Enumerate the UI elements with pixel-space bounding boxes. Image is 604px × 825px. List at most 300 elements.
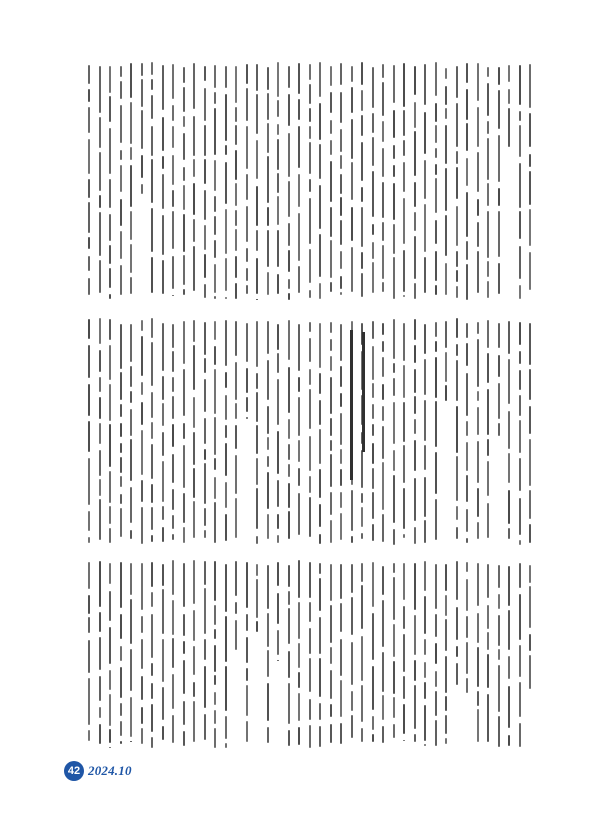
middle-column-script-stroke [109,384,111,421]
middle-column-script-stroke [109,506,111,524]
left-column-script-stroke [361,90,363,111]
middle-column-script-stroke [382,406,384,421]
right-column-script-stroke [382,726,384,743]
left-column-script-stroke [309,64,311,80]
middle-column-script-stroke [267,514,269,539]
left-column-script-stroke [288,181,290,217]
left-column-script-stroke [204,88,206,121]
left-column-script-stroke [487,183,489,206]
middle-column-script-stroke [519,458,521,491]
right-column-script-stroke [88,640,90,673]
left-column-script-stroke [456,206,458,246]
left-column-script-stroke [382,282,384,292]
middle-column-script-stroke [319,469,321,498]
left-column-script-stroke [351,66,353,82]
right-column-script-stroke [88,562,90,589]
left-column-script-stroke [403,110,405,136]
left-column-script-stroke [519,211,521,239]
right-column-script-stroke [477,709,479,742]
left-column-script-stroke [498,135,500,182]
middle-column-script-stroke [151,507,153,530]
left-column-script-stroke [183,87,185,112]
middle-column-script-stroke [204,530,206,538]
right-column-script-stroke [162,726,164,740]
left-column-script-stroke [225,162,227,204]
right-column-script-stroke [151,614,153,658]
right-column-script-stroke [382,566,384,595]
left-column-script-stroke [456,286,458,298]
left-column-script-stroke [414,212,416,231]
right-column-script-stroke [466,642,468,674]
middle-column-script-stroke [277,480,279,507]
page-number-badge: 42 [64,761,84,781]
right-column-script-stroke [267,683,269,721]
left-column-script-stroke [508,65,510,82]
right-column-script-stroke [120,646,122,661]
middle-column-script-stroke [330,339,332,351]
left-column-script-stroke [466,241,468,260]
left-column-script-stroke [477,199,479,216]
middle-column-script-stroke [372,443,374,464]
middle-column-script-stroke [340,449,342,464]
left-column-script-stroke [298,266,300,293]
left-column-script-stroke [88,89,90,102]
middle-column-script-stroke [414,369,416,393]
section-heading-stroke [350,330,353,480]
left-column-script-stroke [382,245,384,279]
left-column-script-stroke [414,283,416,299]
middle-column-script-stroke [309,338,311,362]
right-column-script-stroke [445,738,447,744]
middle-column-script-stroke [277,431,279,474]
left-column-script-stroke [277,139,279,170]
middle-column-script-stroke [477,339,479,387]
right-column-script-stroke [319,617,321,654]
middle-column-script-stroke [246,368,248,393]
left-column-script-stroke [319,62,321,97]
middle-column-script-stroke [120,476,122,487]
middle-column-script-stroke [445,352,447,382]
middle-column-script-stroke [172,515,174,529]
right-column-script-stroke [372,666,374,710]
middle-column-script-stroke [214,321,216,340]
right-column-script-stroke [340,639,342,676]
left-column-script-stroke [414,131,416,176]
left-column-script-stroke [214,108,216,155]
middle-column-script-stroke [403,365,405,398]
right-column-script-stroke [382,695,384,720]
left-column-script-stroke [246,64,248,84]
middle-column-script-stroke [456,527,458,539]
right-column-script-stroke [498,716,500,747]
middle-column-script-stroke [120,372,122,400]
middle-column-script-stroke [487,389,489,435]
left-column-script-stroke [529,113,531,147]
middle-column-script-stroke [340,513,342,540]
left-column-script-stroke [141,155,143,178]
right-column-script-stroke [477,691,479,706]
right-column-script-stroke [529,655,531,689]
left-column-script-stroke [498,90,500,129]
middle-column-script-stroke [414,345,416,363]
middle-column-script-stroke [298,440,300,462]
right-column-script-stroke [382,600,384,647]
left-column-script-stroke [529,154,531,167]
middle-column-script-stroke [141,382,143,395]
right-column-script-stroke [445,595,447,616]
left-column-script-stroke [340,129,342,152]
right-column-script-stroke [151,663,153,676]
right-column-script-stroke [120,741,122,744]
middle-column-script-stroke [162,506,164,520]
left-column-script-stroke [151,126,153,156]
middle-column-script-stroke [298,377,300,392]
right-column-script-stroke [424,682,426,699]
left-column-script-stroke [256,299,258,300]
right-column-script-stroke [393,697,395,718]
left-column-script-stroke [340,174,342,194]
right-column-script-stroke [298,672,300,688]
left-column-script-stroke [477,222,479,247]
middle-column-script-stroke [162,432,164,456]
left-column-script-stroke [340,92,342,123]
middle-column-script-stroke [267,406,269,434]
middle-column-script-stroke [88,511,90,531]
left-column-script-stroke [466,264,468,300]
left-column-script-stroke [466,123,468,151]
right-column-script-stroke [424,662,426,678]
middle-column-script-stroke [414,419,416,434]
middle-column-script-stroke [204,418,206,444]
right-column-script-stroke [151,704,153,732]
left-column-script-stroke [183,67,185,83]
middle-column-script-stroke [214,477,216,499]
left-column-script-stroke [519,111,521,121]
right-column-script-stroke [309,628,311,654]
right-column-script-stroke [403,740,405,741]
left-column-script-stroke [277,100,279,117]
left-column-script-stroke [435,125,437,143]
middle-column-script-stroke [477,322,479,334]
right-column-script-stroke [445,564,447,591]
right-column-script-stroke [382,652,384,692]
left-column-script-stroke [403,162,405,192]
middle-column-script-stroke [498,383,500,419]
middle-column-script-stroke [456,360,458,401]
right-column-script-stroke [288,608,290,644]
left-column-script-stroke [361,273,363,297]
left-column-script-stroke [309,142,311,174]
right-column-script-stroke [277,660,279,661]
left-column-script-stroke [172,126,174,148]
middle-column-script-stroke [256,488,258,529]
right-column-script-stroke [277,562,279,586]
left-column-script-stroke [403,295,405,297]
middle-column-script-stroke [498,323,500,348]
left-column-script-stroke [120,165,122,192]
right-column-script-stroke [529,634,531,651]
left-column-script-stroke [246,268,248,281]
middle-column-script-stroke [393,450,395,471]
right-column-script-stroke [340,603,342,632]
middle-column-script-stroke [330,440,332,451]
left-column-script-stroke [393,165,395,177]
left-column-script-stroke [372,137,374,166]
middle-column-script-stroke [130,487,132,523]
middle-column-script-stroke [372,321,374,339]
middle-column-script-stroke [225,514,227,541]
middle-column-script-stroke [214,458,216,470]
left-column-script-stroke [445,68,447,79]
middle-column-script-stroke [319,373,321,394]
right-column-script-stroke [193,610,195,641]
left-column-script-stroke [477,152,479,192]
right-column-script-stroke [309,699,311,720]
right-column-script-stroke [435,720,437,746]
left-column-script-stroke [361,207,363,247]
right-column-script-stroke [88,678,90,725]
left-column-script-stroke [372,113,374,133]
left-column-script-stroke [183,116,185,127]
right-column-script-stroke [508,610,510,650]
right-column-script-stroke [298,693,300,721]
left-column-script-stroke [340,220,342,245]
middle-column-script-stroke [403,488,405,529]
middle-column-script-stroke [424,477,426,517]
right-column-script-stroke [403,704,405,734]
left-column-script-stroke [477,107,479,147]
right-column-script-stroke [403,563,405,600]
middle-column-script-stroke [172,424,174,447]
middle-column-script-stroke [466,373,468,416]
left-column-script-stroke [319,103,321,140]
left-column-script-stroke [288,223,290,246]
middle-column-script-stroke [298,493,300,535]
left-column-script-stroke [109,214,111,241]
middle-column-script-stroke [372,424,374,436]
left-column-script-stroke [88,256,90,271]
right-column-script-stroke [99,561,101,607]
middle-column-script-stroke [382,462,384,510]
left-column-script-stroke [382,64,384,78]
middle-column-script-stroke [487,503,489,538]
right-column-script-stroke [109,627,111,664]
right-column-script-stroke [204,561,206,585]
left-column-script-stroke [267,207,269,226]
left-column-script-stroke [235,229,237,251]
left-column-script-stroke [298,63,300,94]
middle-column-script-stroke [246,417,248,419]
left-column-script-stroke [277,62,279,97]
right-column-script-stroke [225,666,227,711]
middle-column-script-stroke [267,437,269,450]
right-column-script-stroke [466,678,468,693]
left-column-script-stroke [235,66,237,103]
right-column-script-stroke [414,615,416,655]
middle-column-script-stroke [508,411,510,449]
left-column-script-stroke [225,209,227,254]
right-column-script-stroke [172,638,174,668]
middle-column-script-stroke [235,425,237,449]
middle-column-script-stroke [319,429,321,464]
middle-column-script-stroke [277,353,279,373]
left-column-script-stroke [193,183,195,215]
middle-column-script-stroke [382,426,384,459]
left-column-script-stroke [246,174,248,200]
right-column-script-stroke [424,596,426,634]
left-column-script-stroke [382,148,384,177]
middle-column-script-stroke [204,322,206,355]
right-column-script-stroke [435,614,437,637]
middle-column-script-stroke [151,422,153,439]
left-column-script-stroke [183,255,185,285]
right-column-script-stroke [99,637,101,670]
middle-column-script-stroke [309,497,311,537]
left-column-script-stroke [172,211,174,249]
middle-column-script-stroke [120,443,122,453]
right-column-script-stroke [246,685,248,716]
right-column-script-stroke [288,565,290,587]
left-column-script-stroke [393,65,395,103]
right-column-script-stroke [109,670,111,690]
right-column-script-stroke [130,563,132,595]
left-column-script-stroke [309,108,311,122]
left-column-script-stroke [414,102,416,128]
left-column-script-stroke [403,250,405,292]
right-column-script-stroke [498,594,500,609]
right-column-script-stroke [162,589,164,634]
right-column-script-stroke [466,579,468,611]
middle-column-script-stroke [225,443,227,476]
issue-date: 2024.10 [88,763,132,778]
left-column-script-stroke [120,66,122,77]
right-column-script-stroke [361,585,363,629]
left-column-script-stroke [435,62,437,96]
right-column-script-stroke [393,563,395,573]
middle-column-script-stroke [319,534,321,544]
right-column-script-stroke [508,735,510,746]
right-column-script-stroke [204,714,206,740]
left-column-script-stroke [172,190,174,207]
middle-column-script-stroke [403,323,405,361]
middle-column-script-stroke [309,322,311,332]
middle-column-script-stroke [424,520,426,543]
right-column-script-stroke [498,649,500,660]
middle-column-script-stroke [466,323,468,338]
middle-column-script-stroke [193,345,195,390]
right-column-script-stroke [309,658,311,692]
middle-column-script-stroke [477,441,479,483]
right-column-script-stroke [456,561,458,600]
middle-column-script-stroke [340,469,342,486]
left-column-script-stroke [487,83,489,116]
middle-column-script-stroke [141,336,143,376]
middle-column-script-stroke [456,406,458,453]
middle-column-script-stroke [403,445,405,483]
middle-column-script-stroke [309,389,311,429]
middle-column-script-stroke [204,379,206,412]
left-column-script-stroke [487,261,489,277]
right-column-script-stroke [130,599,132,644]
middle-column-script-stroke [204,463,206,504]
left-column-script-stroke [204,225,206,250]
middle-column-script-stroke [130,530,132,539]
middle-column-script-stroke [99,499,101,540]
right-column-script-stroke [288,683,290,724]
left-column-script-stroke [424,160,426,199]
middle-column-script-stroke [435,499,437,540]
right-column-script-stroke [99,612,101,632]
middle-column-script-stroke [393,378,395,396]
right-column-script-stroke [456,663,458,685]
left-column-script-stroke [214,160,216,191]
left-column-script-stroke [435,220,437,244]
left-column-script-stroke [529,171,531,205]
right-column-script-stroke [330,647,332,664]
middle-column-script-stroke [519,395,521,416]
right-column-script-stroke [519,645,521,677]
right-column-script-stroke [487,605,489,629]
right-column-script-stroke [130,741,132,742]
middle-column-script-stroke [214,502,216,543]
left-column-script-stroke [393,257,395,299]
left-column-script-stroke [120,81,122,99]
left-column-script-stroke [382,182,384,218]
right-column-script-stroke [225,564,227,612]
left-column-script-stroke [267,93,269,120]
left-column-script-stroke [225,66,227,88]
right-column-script-stroke [267,650,269,677]
middle-column-script-stroke [172,351,174,372]
left-column-script-stroke [130,244,132,273]
right-column-script-stroke [235,602,237,614]
right-column-script-stroke [183,563,185,607]
left-column-script-stroke [267,156,269,203]
right-column-script-stroke [214,629,216,639]
middle-column-script-stroke [319,400,321,425]
left-column-script-stroke [277,124,279,135]
middle-column-script-stroke [193,320,195,342]
middle-column-script-stroke [130,324,132,362]
page-footer [64,760,132,782]
right-column-script-stroke [183,701,185,725]
middle-column-script-stroke [456,318,458,338]
right-column-script-stroke [256,621,258,632]
left-column-script-stroke [256,258,258,294]
middle-column-script-stroke [183,423,185,439]
right-column-script-stroke [445,656,447,693]
left-column-script-stroke [109,268,111,288]
middle-column-script-stroke [99,423,101,444]
left-column-script-stroke [172,105,174,121]
right-column-script-stroke [466,616,468,638]
middle-column-script-stroke [277,535,279,543]
left-column-script-stroke [414,66,416,95]
right-column-script-stroke [235,620,237,650]
left-column-script-stroke [214,240,216,258]
right-column-script-stroke [372,613,374,660]
middle-column-script-stroke [162,461,164,502]
middle-column-script-stroke [225,395,227,420]
right-column-script-stroke [88,617,90,633]
middle-column-script-stroke [445,321,447,348]
middle-column-script-stroke [193,397,195,428]
right-column-script-stroke [214,605,216,625]
middle-column-script-stroke [466,421,468,436]
middle-column-script-stroke [235,403,237,419]
right-column-script-stroke [393,724,395,738]
left-column-script-stroke [319,234,321,277]
